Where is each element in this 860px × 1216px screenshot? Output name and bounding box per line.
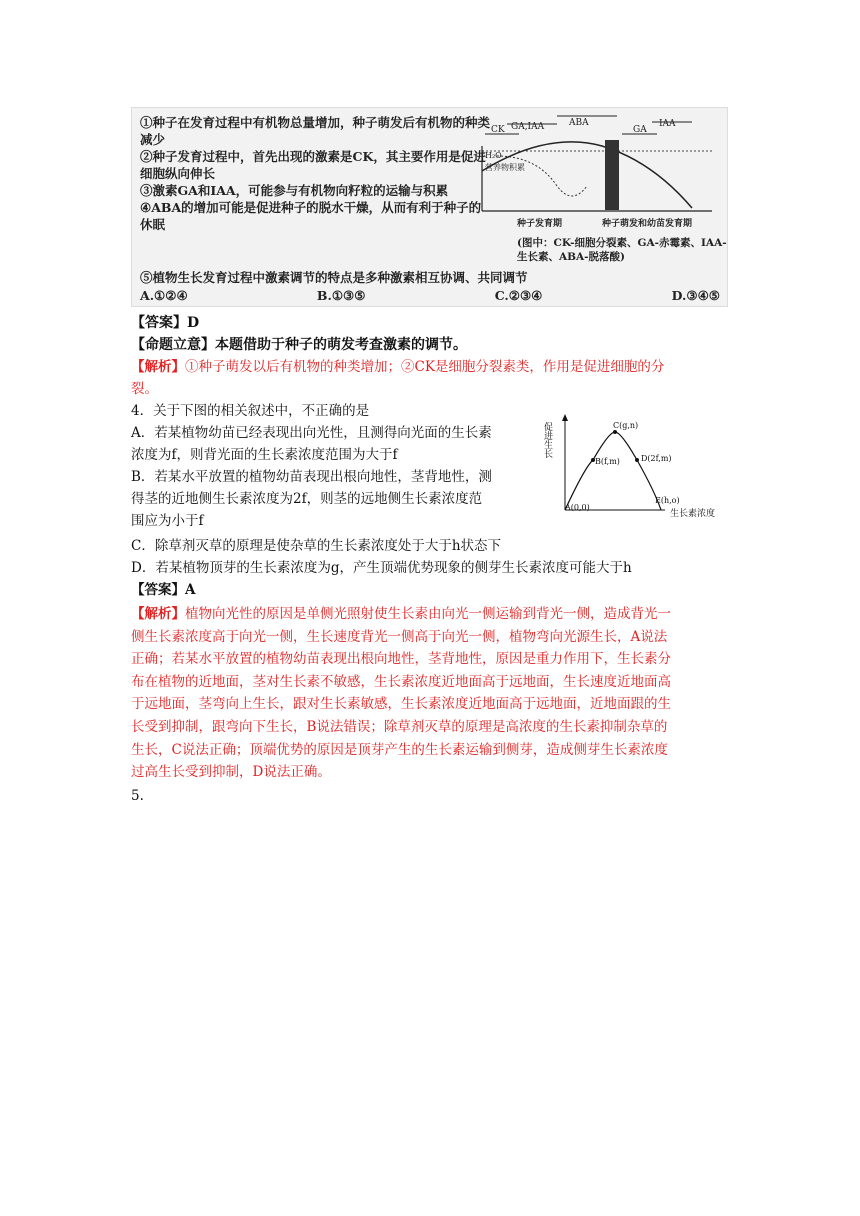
point-e-label: E(h,o) — [655, 496, 680, 505]
choice-b: B.①③⑤ — [316, 288, 366, 303]
q4-answer: 【答案】A — [131, 582, 196, 598]
label-ck: CK — [491, 125, 505, 135]
q3-answer: 【答案】D — [131, 315, 200, 331]
xlabel-germination: 种子萌发和幼苗发育期 — [602, 219, 693, 229]
label-h2o: H₂O — [485, 151, 502, 160]
statement-2: ②种子发育过程中，首先出现的激素是CK，其主要作用是促进细胞纵向伸长 — [140, 149, 486, 181]
y-axis-label: 促进生长 — [542, 422, 552, 458]
point-c — [613, 430, 617, 434]
label-ga-iaa: GA,IAA — [511, 122, 545, 132]
choice-a: A.①②④ — [140, 288, 188, 303]
q4-explain-tag: 【解析】 — [131, 606, 185, 622]
label-aba: ABA — [569, 118, 589, 128]
label-ga: GA — [633, 125, 647, 135]
diagram-legend: (图中：CK-细胞分裂素、GA-赤霉素、IAA-生长素、ABA-脱落酸) — [517, 237, 727, 263]
x-axis-label: 生长素浓度 — [670, 509, 716, 519]
q4-option-b-1: B．若某水平放置的植物幼苗表现出根向地性，茎背地性，测 — [131, 469, 492, 485]
q4-explain-line-6: 长受到抑制，跟弯向下生长，B说法错误；除草剂灭草的原理是高浓度的生长素抑制杂草的 — [131, 718, 668, 735]
statement-1: ①种子在发育过程中有机物总量增加，种子萌发后有机物的种类减少 — [140, 115, 491, 147]
q4-explain-line-5: 于远地面，茎弯向上生长，跟对生长素敏感，生长素浓度近地面高于远地面，近地面跟的生 — [131, 696, 671, 713]
choice-c: C.②③④ — [494, 288, 543, 303]
q4-explain-line-2: 侧生长素浓度高于向光一侧，生长速度背光一侧高于向光一侧，植物弯向光源生长，A说法 — [131, 628, 668, 645]
q3-explain-tag: 【解析】 — [131, 359, 185, 375]
q4-stem: 4．关于下图的相关叙述中，不正确的是 — [131, 403, 370, 419]
statement-4: ④ABA的增加可能是促进种子的脱水干燥，从而有利于种子的休眠 — [140, 200, 482, 232]
q5-number: 5. — [131, 788, 144, 804]
q4-explain-line-1: 植物向光性的原因是单侧光照射使生长素由向光一侧运输到背光一侧，造成背光一 — [185, 606, 671, 622]
label-nutrient: 营养物积累 — [485, 163, 525, 172]
statement-5: ⑤植物生长发育过程中激素调节的特点是多种激素相互协调、共同调节 — [140, 270, 528, 285]
q4-explain-line-3: 正确；若某水平放置的植物幼苗表现出根向地性，茎背地性，原因是重力作用下，生长素分 — [131, 651, 671, 668]
choice-list — [140, 288, 720, 303]
q3-explain-text-1: ①种子萌发以后有机物的种类增加；②CK是细胞分裂素类，作用是促进细胞的分 — [185, 359, 665, 375]
q4-option-a-1: A．若某植物幼苗已经表现出向光性，且测得向光面的生长素 — [131, 425, 492, 441]
q4-option-b-2: 得茎的近地侧生长素浓度为2f，则茎的远地侧生长素浓度范 — [131, 491, 483, 507]
q3-explanation — [131, 356, 731, 378]
choice-d: D.③④⑤ — [671, 288, 720, 303]
point-a-label: A(0,0) — [565, 503, 590, 512]
q4-option-d: D．若某植物顶芽的生长素浓度为g，产生顶端优势现象的侧芽生长素浓度可能大于h — [131, 560, 632, 576]
q4-option-c: C．除草剂灭草的原理是使杂草的生长素浓度处于大于h状态下 — [131, 538, 502, 554]
hormone-diagram — [477, 116, 722, 236]
statement-list — [140, 114, 490, 233]
growth-curve-chart — [542, 412, 730, 522]
point-d — [635, 458, 639, 462]
point-d-label: D(2f,m) — [641, 454, 672, 463]
statement-3: ③激素GA和IAA，可能参与有机物向籽粒的运输与积累 — [140, 183, 449, 198]
q4-explain-line-7: 生长，C说法正确；顶端优势的原因是顶芽产生的生长素运输到侧芽，造成侧芽生长素浓度 — [131, 741, 668, 758]
label-iaa: IAA — [659, 119, 676, 129]
q3-explain-text-2: 裂。 — [131, 381, 158, 397]
point-c-label: C(g,n) — [613, 421, 639, 430]
q4-explanation — [131, 603, 731, 784]
xlabel-seed-dev: 种子发育期 — [517, 219, 563, 229]
q4-explain-line-8: 过高生长受到抑制，D说法正确。 — [131, 764, 331, 781]
q4-explain-line-4: 布在植物的近地面，茎对生长素不敏感，生长素浓度近地面高于远地面，生长速度近地面高 — [131, 673, 671, 690]
question3-image — [131, 107, 728, 307]
q4-option-a-2: 浓度为f，则背光面的生长素浓度范围为大于f — [131, 447, 398, 463]
q4-option-b-3: 围应为小于f — [131, 513, 204, 529]
point-b-label: B(f,m) — [595, 457, 620, 466]
q3-intent: 【命题立意】本题借助于种子的萌发考查激素的调节。 — [131, 337, 467, 353]
